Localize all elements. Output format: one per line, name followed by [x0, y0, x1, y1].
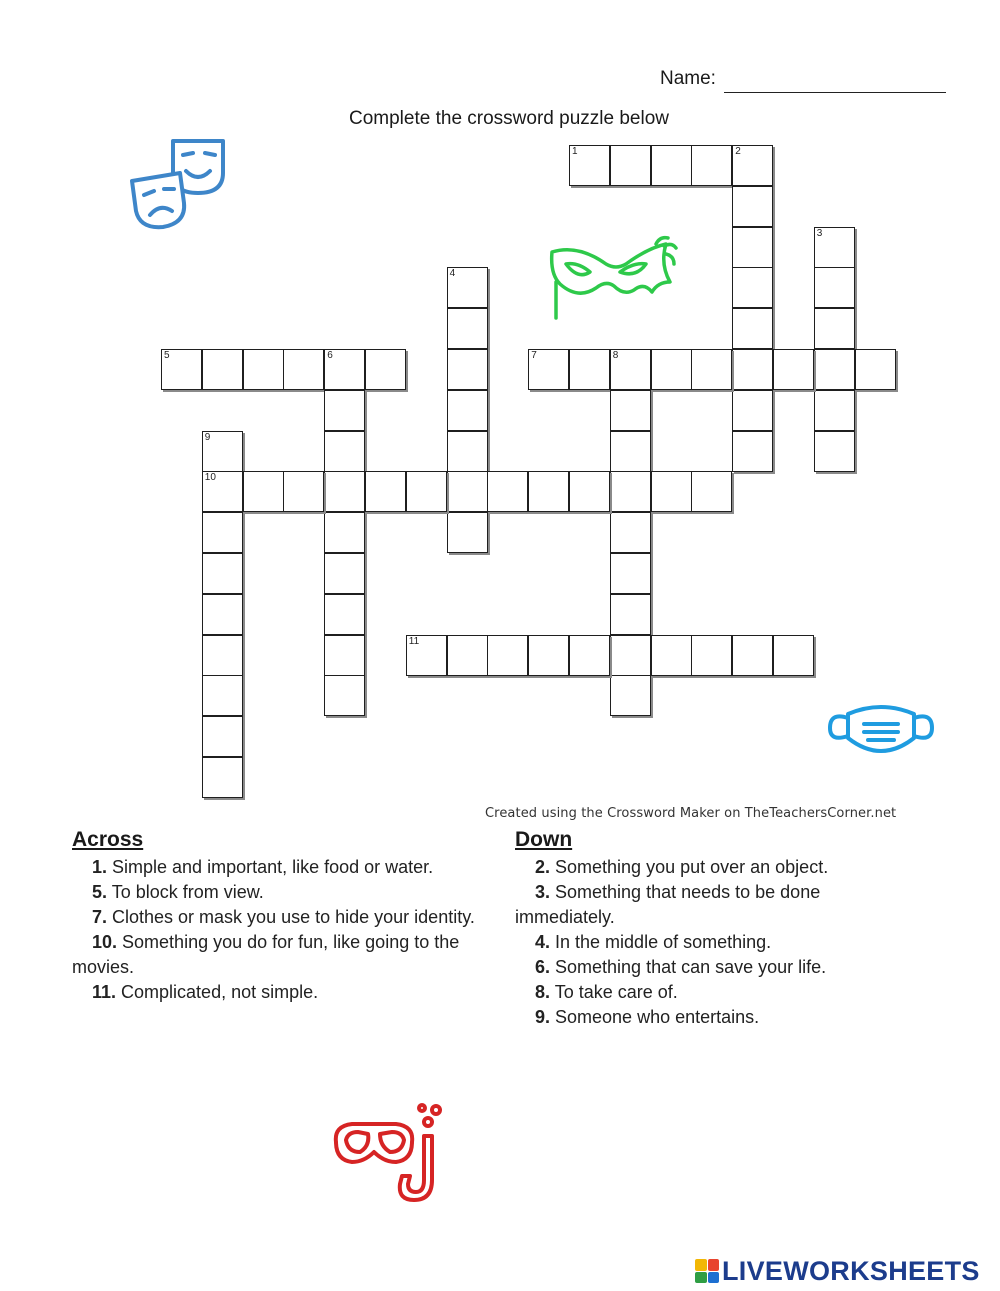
crossword-cell[interactable] — [691, 471, 732, 512]
crossword-cell[interactable] — [732, 227, 773, 268]
clue-item-number: 11. — [92, 982, 117, 1002]
crossword-cell[interactable] — [324, 471, 365, 512]
clue-number: 9 — [204, 431, 211, 443]
crossword-cell[interactable] — [447, 635, 488, 676]
clue-item — [515, 955, 895, 980]
clue-item — [72, 855, 502, 880]
clue-number: 7 — [531, 350, 537, 361]
clue-item-number: 1. — [92, 857, 108, 877]
crossword-cell[interactable] — [732, 349, 773, 390]
crossword-cell[interactable] — [487, 471, 528, 512]
crossword-cell[interactable] — [202, 675, 243, 716]
masquerade-mask-icon — [548, 234, 678, 324]
clue-item-number: 9. — [535, 1007, 551, 1027]
clue-item-number: 7. — [92, 907, 108, 927]
crossword-cell[interactable] — [814, 390, 855, 431]
crossword-cell[interactable] — [651, 349, 692, 390]
clue-item-number: 5. — [92, 882, 108, 902]
crossword-cell[interactable] — [569, 145, 610, 186]
crossword-cell[interactable] — [324, 553, 365, 594]
crossword-cell[interactable] — [324, 675, 365, 716]
crossword-cell[interactable] — [569, 635, 610, 676]
across-clues — [72, 826, 502, 1005]
crossword-cell[interactable] — [814, 308, 855, 349]
clue-item — [515, 930, 895, 955]
crossword-cell[interactable] — [814, 227, 855, 268]
crossword-cell[interactable] — [651, 145, 692, 186]
crossword-cell[interactable] — [610, 349, 651, 390]
crossword-cell[interactable] — [610, 635, 651, 676]
crossword-cell[interactable] — [814, 431, 855, 472]
crossword-cell[interactable] — [243, 349, 284, 390]
crossword-cell[interactable] — [324, 349, 365, 390]
crossword-cell[interactable] — [651, 471, 692, 512]
crossword-cell[interactable] — [365, 349, 406, 390]
crossword-cell[interactable] — [447, 512, 488, 553]
clue-number: 8 — [612, 350, 619, 361]
name-input-line[interactable] — [724, 92, 946, 93]
crossword-cell[interactable] — [732, 390, 773, 431]
clue-number: 3 — [816, 227, 823, 239]
crossword-cell[interactable] — [324, 512, 365, 553]
crossword-cell[interactable] — [447, 267, 488, 308]
clue-item-text: Something you do for fun, like going to the movies. — [72, 932, 460, 977]
across-clue-list — [72, 855, 502, 1005]
crossword-cell[interactable] — [202, 594, 243, 635]
crossword-cell[interactable] — [202, 635, 243, 676]
crossword-cell[interactable] — [569, 349, 610, 390]
clue-item-text: Something that can save your life. — [550, 957, 827, 977]
clue-item — [72, 980, 502, 1005]
crossword-cell[interactable] — [610, 431, 651, 472]
crossword-cell[interactable] — [569, 471, 610, 512]
clue-item — [72, 930, 502, 980]
crossword-cell[interactable] — [406, 635, 447, 676]
clue-item-number: 2. — [535, 857, 551, 877]
crossword-cell[interactable] — [610, 145, 651, 186]
crossword-cell[interactable] — [202, 553, 243, 594]
theater-masks-icon — [128, 133, 228, 233]
clue-number: 2 — [735, 146, 741, 157]
down-clue-list — [515, 855, 895, 1030]
crossword-cell[interactable] — [324, 390, 365, 431]
clue-item-text: To take care of. — [550, 982, 678, 1002]
name-label: Name: — [660, 68, 716, 89]
crossword-cell[interactable] — [732, 267, 773, 308]
crossword-cell[interactable] — [814, 267, 855, 308]
clue-item — [515, 880, 895, 930]
snorkel-mask-icon — [330, 1096, 450, 1206]
clue-item-text: To block from view. — [107, 882, 264, 902]
clue-item — [515, 980, 895, 1005]
crossword-cell[interactable] — [202, 349, 243, 390]
crossword-cell[interactable] — [610, 553, 651, 594]
crossword-cell[interactable] — [732, 308, 773, 349]
logo-text: LIVEWORKSHEETS — [722, 1255, 980, 1286]
crossword-cell[interactable] — [528, 349, 569, 390]
crossword-cell[interactable] — [324, 431, 365, 472]
crossword-cell[interactable] — [528, 471, 569, 512]
clue-item-text: In the middle of something. — [550, 932, 772, 952]
crossword-cell[interactable] — [732, 635, 773, 676]
crossword-cell[interactable] — [243, 471, 284, 512]
clue-item-number: 6. — [535, 957, 551, 977]
crossword-cell[interactable] — [732, 145, 773, 186]
clue-number: 1 — [572, 146, 578, 157]
crossword-cell[interactable] — [773, 635, 814, 676]
clue-item-text: Complicated, not simple. — [116, 982, 319, 1002]
crossword-cell[interactable] — [855, 349, 896, 390]
crossword-cell[interactable] — [732, 431, 773, 472]
crossword-cell[interactable] — [610, 594, 651, 635]
crossword-cell[interactable] — [161, 349, 202, 390]
crossword-cell[interactable] — [528, 635, 569, 676]
credit-text: Created using the Crossword Maker on TheTeachersCorner.net — [485, 806, 897, 821]
crossword-cell[interactable] — [202, 431, 243, 472]
clue-number: 4 — [449, 268, 456, 280]
crossword-cell[interactable] — [447, 390, 488, 431]
clue-item-number: 8. — [535, 982, 551, 1002]
clue-item-text: Clothes or mask you use to hide your identity. — [107, 907, 475, 927]
clue-item — [72, 880, 502, 905]
crossword-cell[interactable] — [365, 471, 406, 512]
crossword-cell[interactable] — [610, 675, 651, 716]
crossword-cell[interactable] — [691, 635, 732, 676]
clue-number: 11 — [408, 635, 420, 647]
crossword-cell[interactable] — [691, 349, 732, 390]
crossword-cell[interactable] — [447, 308, 488, 349]
crossword-cell[interactable] — [610, 390, 651, 431]
crossword-cell[interactable] — [406, 471, 447, 512]
crossword-cell[interactable] — [283, 471, 324, 512]
crossword-cell[interactable] — [283, 349, 324, 390]
clue-item-text: Something that needs to be done immediately. — [515, 882, 821, 927]
crossword-cell[interactable] — [324, 594, 365, 635]
clue-item-number: 4. — [535, 932, 551, 952]
clue-item-text: Someone who entertains. — [550, 1007, 760, 1027]
clue-item-text: Simple and important, like food or water. — [107, 857, 434, 877]
name-field[interactable] — [660, 68, 950, 96]
crossword-cell[interactable] — [610, 512, 651, 553]
down-clues — [515, 826, 895, 1030]
crossword-cell[interactable] — [324, 635, 365, 676]
crossword-cell[interactable] — [487, 635, 528, 676]
crossword-cell[interactable] — [202, 757, 243, 798]
logo-blocks-icon — [695, 1259, 719, 1283]
crossword-cell[interactable] — [202, 512, 243, 553]
crossword-cell[interactable] — [610, 471, 651, 512]
crossword-cell[interactable] — [447, 349, 488, 390]
crossword-cell[interactable] — [447, 471, 488, 512]
crossword-cell[interactable] — [691, 145, 732, 186]
crossword-cell[interactable] — [773, 349, 814, 390]
clue-item — [515, 1005, 895, 1030]
clue-item — [515, 855, 895, 880]
clue-number: 5 — [164, 350, 170, 361]
crossword-cell[interactable] — [651, 635, 692, 676]
crossword-cell[interactable] — [202, 471, 243, 512]
across-heading: Across — [72, 828, 144, 851]
face-mask-icon — [826, 702, 936, 762]
clue-number: 10 — [204, 472, 216, 484]
down-heading: Down — [515, 828, 573, 851]
clue-item-number: 3. — [535, 882, 551, 902]
clue-item-number: 10. — [92, 932, 118, 952]
crossword-cell[interactable] — [814, 349, 855, 390]
crossword-cell[interactable] — [732, 186, 773, 227]
liveworksheets-logo — [695, 1254, 980, 1288]
clue-item-text: Something you put over an object. — [550, 857, 829, 877]
crossword-cell[interactable] — [447, 431, 488, 472]
clue-number: 6 — [327, 350, 333, 361]
clue-item — [72, 905, 502, 930]
crossword-cell[interactable] — [202, 716, 243, 757]
instructions: Complete the crossword puzzle below — [349, 108, 669, 129]
